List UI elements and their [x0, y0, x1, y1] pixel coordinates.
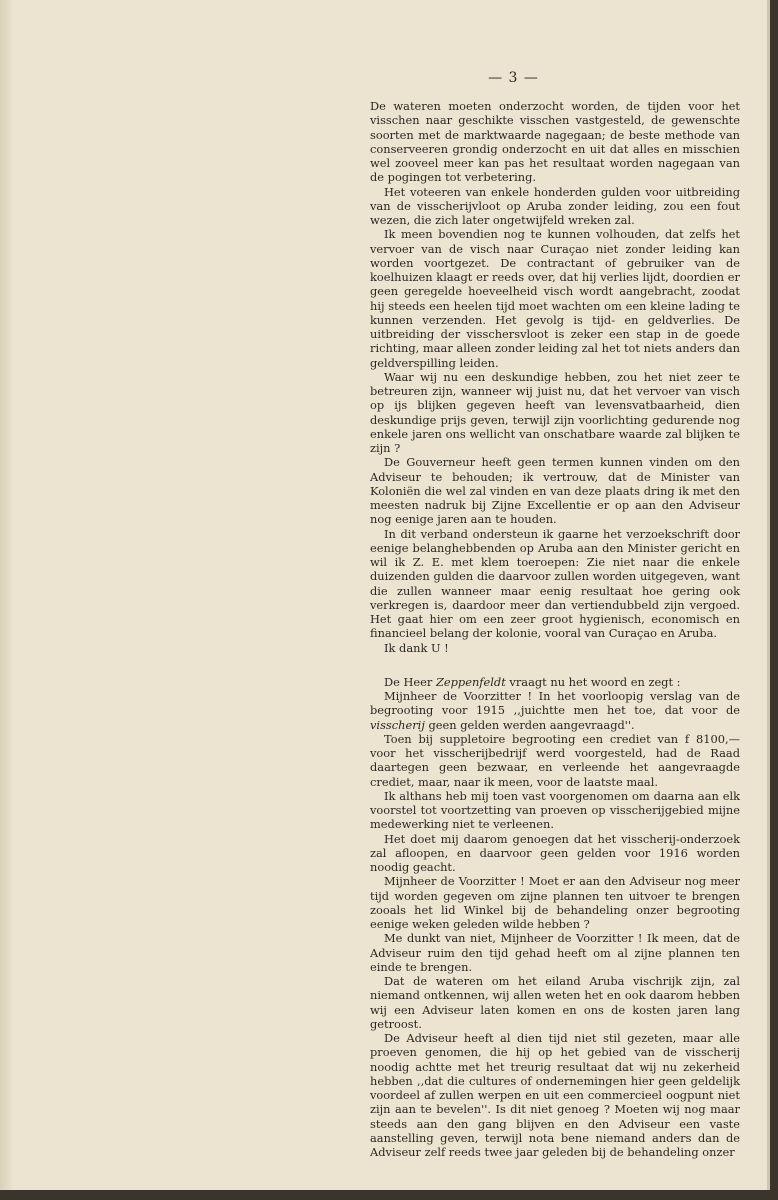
paragraph: Ik althans heb mij toen vast voorgenomen om daarna aan elk voorstel tot voortzetting van proeven op visscherijgebied mijne medewerking niet te verleenen. — [370, 788, 740, 832]
speaker-suffix: vraagt nu het woord en zegt : — [505, 674, 681, 689]
paragraph: Het doet mij daarom genoegen dat het visscherij-onderzoek zal afloopen, en daarvoor geen gelden voor 1916 worden noodig geacht. — [370, 831, 740, 874]
page-number: — 3 — — [488, 70, 539, 86]
speech-text: Mijnheer de Voorzitter ! In het voorloopig verslag van de begrooting voor 1915 ,,juichtte men het toe, dat voor de — [370, 689, 740, 718]
paragraph: Ik meen bovendien nog te kunnen volhouden, dat zelfs het vervoer van de visch naar Curaçao niet zonder leiding kan worden voortgezet. De contractant of gebruiker van de koelhuizen klaagt er reeds over, dat hij verlies lijdt, doordien er geen geregelde hoeveelheid visch wordt aangebracht, zoodat hij steeds een heelen tijd moet wachten om een kleine lading te kunnen verzenden. Het gevolg is tijd- en geldverlies. De uitbreiding der visschersvloot is zeker een stap in de goede richting, maar alleen zonder leiding zal het tot niets anders dan geldverspilling leiden. — [370, 227, 740, 370]
paragraph: De Gouverneur heeft geen termen kunnen vinden om den Adviseur te behouden; ik vertrouw, dat de Minister van Koloniën die wel zal vinden en van deze plaats dring ik met den meesten nadruk bij Zijne Excellentie er op aan den Adviseur nog eenige jaren aan te houden. — [370, 455, 740, 527]
paragraph: Mijnheer de Voorzitter ! Moet er aan den Adviseur nog meer tijd worden gegeven om zijne plannen ten uitvoer te brengen zooals het lid Winkel bij de behandeling onzer begrooting eenige weken geleden wilde hebben ? — [370, 874, 740, 931]
paragraph: Dat de wateren om het eiland Aruba vischrijk zijn, zal niemand ontkennen, wij allen weten het en ook daarom hebben wij een Adviseur laten komen en ons de kosten jaren lang getroost. — [370, 974, 740, 1031]
paragraph: Het voteeren van enkele honderden gulden voor uitbreiding van de visscherijvloot op Aruba zonder leiding, zou een fout wezen, die zich later ongetwijfeld wreken zal. — [370, 184, 740, 227]
paragraph: Waar wij nu een deskundige hebben, zou het niet zeer te betreuren zijn, wanneer wij juist nu, dat het vervoer van visch op ijs blijken gegeven heeft van levensvatbaarheid, dien deskundige prijs geven, terwijl zijn voorlichting gedurende nog enkele jaren ons wellicht van onschatbare waarde zal blijken te zijn ? — [370, 369, 740, 455]
speaker-intro — [370, 675, 740, 689]
speaker-prefix: De Heer — [384, 674, 436, 689]
paragraph — [370, 689, 740, 732]
paragraph: Ik dank U ! — [384, 640, 449, 655]
paragraph: De wateren moeten onderzocht worden, de tijden voor het visschen naar geschikte visschen vastgesteld, de gewenschte soorten met de marktwaarde nagegaan; de beste methode van conserveeren grondig onderzocht en uit dat alles en misschien wel zooveel meer kan pas het resultaat worden nagegaan van de pogingen tot verbetering. — [370, 99, 740, 185]
speech-italic: visscherij — [370, 717, 425, 732]
paragraph: De Adviseur heeft al dien tijd niet stil gezeten, maar alle proeven genomen, die hij op het gebied van de visscherij noodig achtte met het treurig resultaat dat wij nu zekerheid hebben ,,dat die cultures of ondernemingen hier geen geldelijk voordeel af zullen werpen en uit een commercieel oogpunt niet zijn aan te bevelen''. Is dit niet genoeg ? Moeten wij nog maar steeds aan den gang blijven en den Adviseur een vaste aanstelling geven, terwijl nota bene niemand anders dan de Adviseur zelf reeds twee jaar geleden bij de behandeling onzer — [370, 1031, 740, 1159]
paragraph: In dit verband ondersteun ik gaarne het verzoekschrift door eenige belanghebbenden op Aruba aan den Minister gericht en wil ik Z. E. met klem toeroepen: Zie niet naar die enkele duizenden gulden die daarvoor zullen worden uitgegeven, want die zullen wanneer maar eenig resultaat hoe gering ook verkregen is, daardoor meer dan vertiendubbeld zijn vergoed. Het gaat hier om een zeer groot hygienisch, economisch en financieel belang der kolonie, vooral van Curaçao en Aruba. — [370, 526, 740, 641]
speaker-name: Zeppenfeldt — [435, 674, 506, 689]
speech-text: geen gelden werden aangevraagd''. — [424, 717, 635, 732]
text-column — [370, 99, 740, 1159]
paragraph: Toen bij suppletoire begrooting een crediet van f 8100,— voor het visscherijbedrijf werd voorgesteld, had de Raad daartegen geen bezwaar, en verleende het aangevraagde crediet, maar, naar ik meen, voor de laatste maal. — [370, 731, 740, 789]
paragraph: Me dunkt van niet, Mijnheer de Voorzitter ! Ik meen, dat de Adviseur ruim den tijd gehad heeft om al zijne plannen ten einde te brengen. — [370, 931, 740, 974]
